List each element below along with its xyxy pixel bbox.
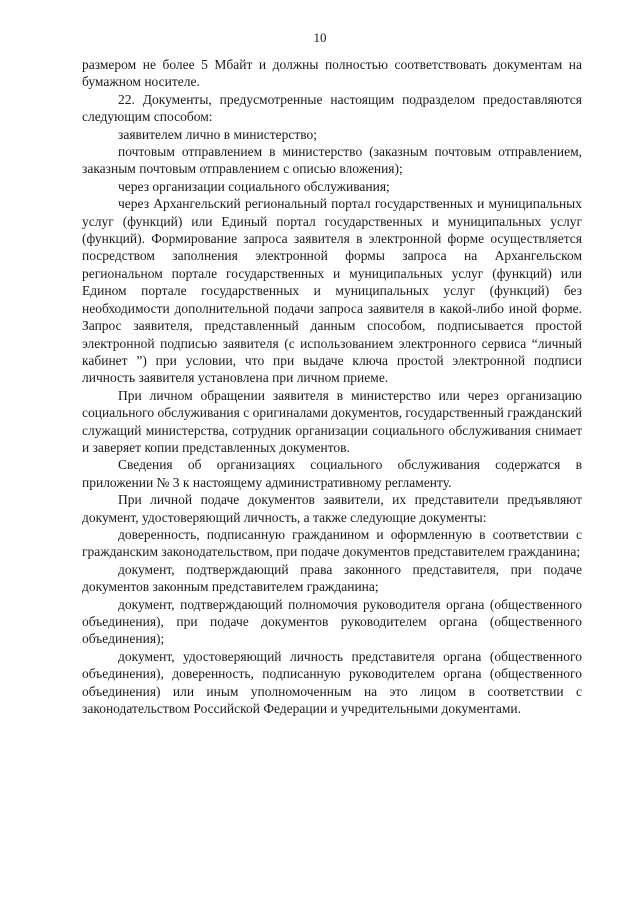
document-body [82,56,582,717]
list-item-power-of-attorney: доверенность, подписанную гражданином и оформленную в соответствии с гражданским законодательством, при подаче документов представителем гражданина; [82,526,582,560]
list-item-legal-representative: документ, подтверждающий права законного представителя, при подаче документов законным представителем гражданина; [82,561,582,595]
paragraph-required-documents: При личной подаче документов заявители, их представители предъявляют документ, удостоверяющий личность, а также следующие документы: [82,492,582,525]
paragraph-appendix-reference: Сведения об организациях социального обслуживания содержатся в приложении № 3 к настоящему административному регламенту. [82,457,582,490]
list-item-head-authority: документ, подтверждающий полномочия руководителя органа (общественного объединения), при подаче документов руководителем органа (общественного объединения); [82,596,582,647]
list-item-by-mail: почтовым отправлением в министерство (заказным почтовым отправлением, заказным почтовым отправлением с описью вложения); [82,144,582,177]
paragraph-file-size: размером не более 5 Мбайт и должны полностью соответствовать документам на бумажном носителе. [82,57,582,90]
paragraph-clause-22: 22. Документы, предусмотренные настоящим подразделом предоставляются следующим способом: [82,91,582,125]
paragraph-personal-visit: При личном обращении заявителя в министерство или через организацию социального обслуживания с оригиналами документов, государственный гражданский служащий министерства, сотрудник организации социального обслуживания снимает и заверяет копии представленных документов. [82,387,582,455]
page-number: 10 [313,30,327,45]
list-item-social-organizations: через организации социального обслуживания; [118,178,390,194]
list-item-online-portal: через Архангельский региональный портал государственных и муниципальных услуг (функций) или Единый портал государственных и муниципальных услуг (функций). Формирование запроса заявителя в электронной форме осуществляется посредством заполнения электронной формы запроса на Архангельском региональном портале государственных и муниципальных услуг (функций) или Едином портале государственных и муниципальных услуг (функций) без необходимости дополнительной подачи запроса заявителя в какой-либо иной форме. Запрос заявителя, представленный данным способом, подписывается простой электронной подписью заявителя (с использованием электронного сервиса “личный кабинет ”) при условии, что при выдаче ключа простой электронной подписи личность заявителя установлена при личном приеме. [82,196,582,386]
list-item-organization-representative: документ, удостоверяющий личность представителя органа (общественного объединения), доверенность, подписанную руководителем органа (общественного объединения) или иным уполномоченным на это лицом в соответствии с законодательством Российской Федерации и учредительными документами. [82,648,582,717]
list-item-in-person: заявителем лично в министерство; [118,126,318,142]
